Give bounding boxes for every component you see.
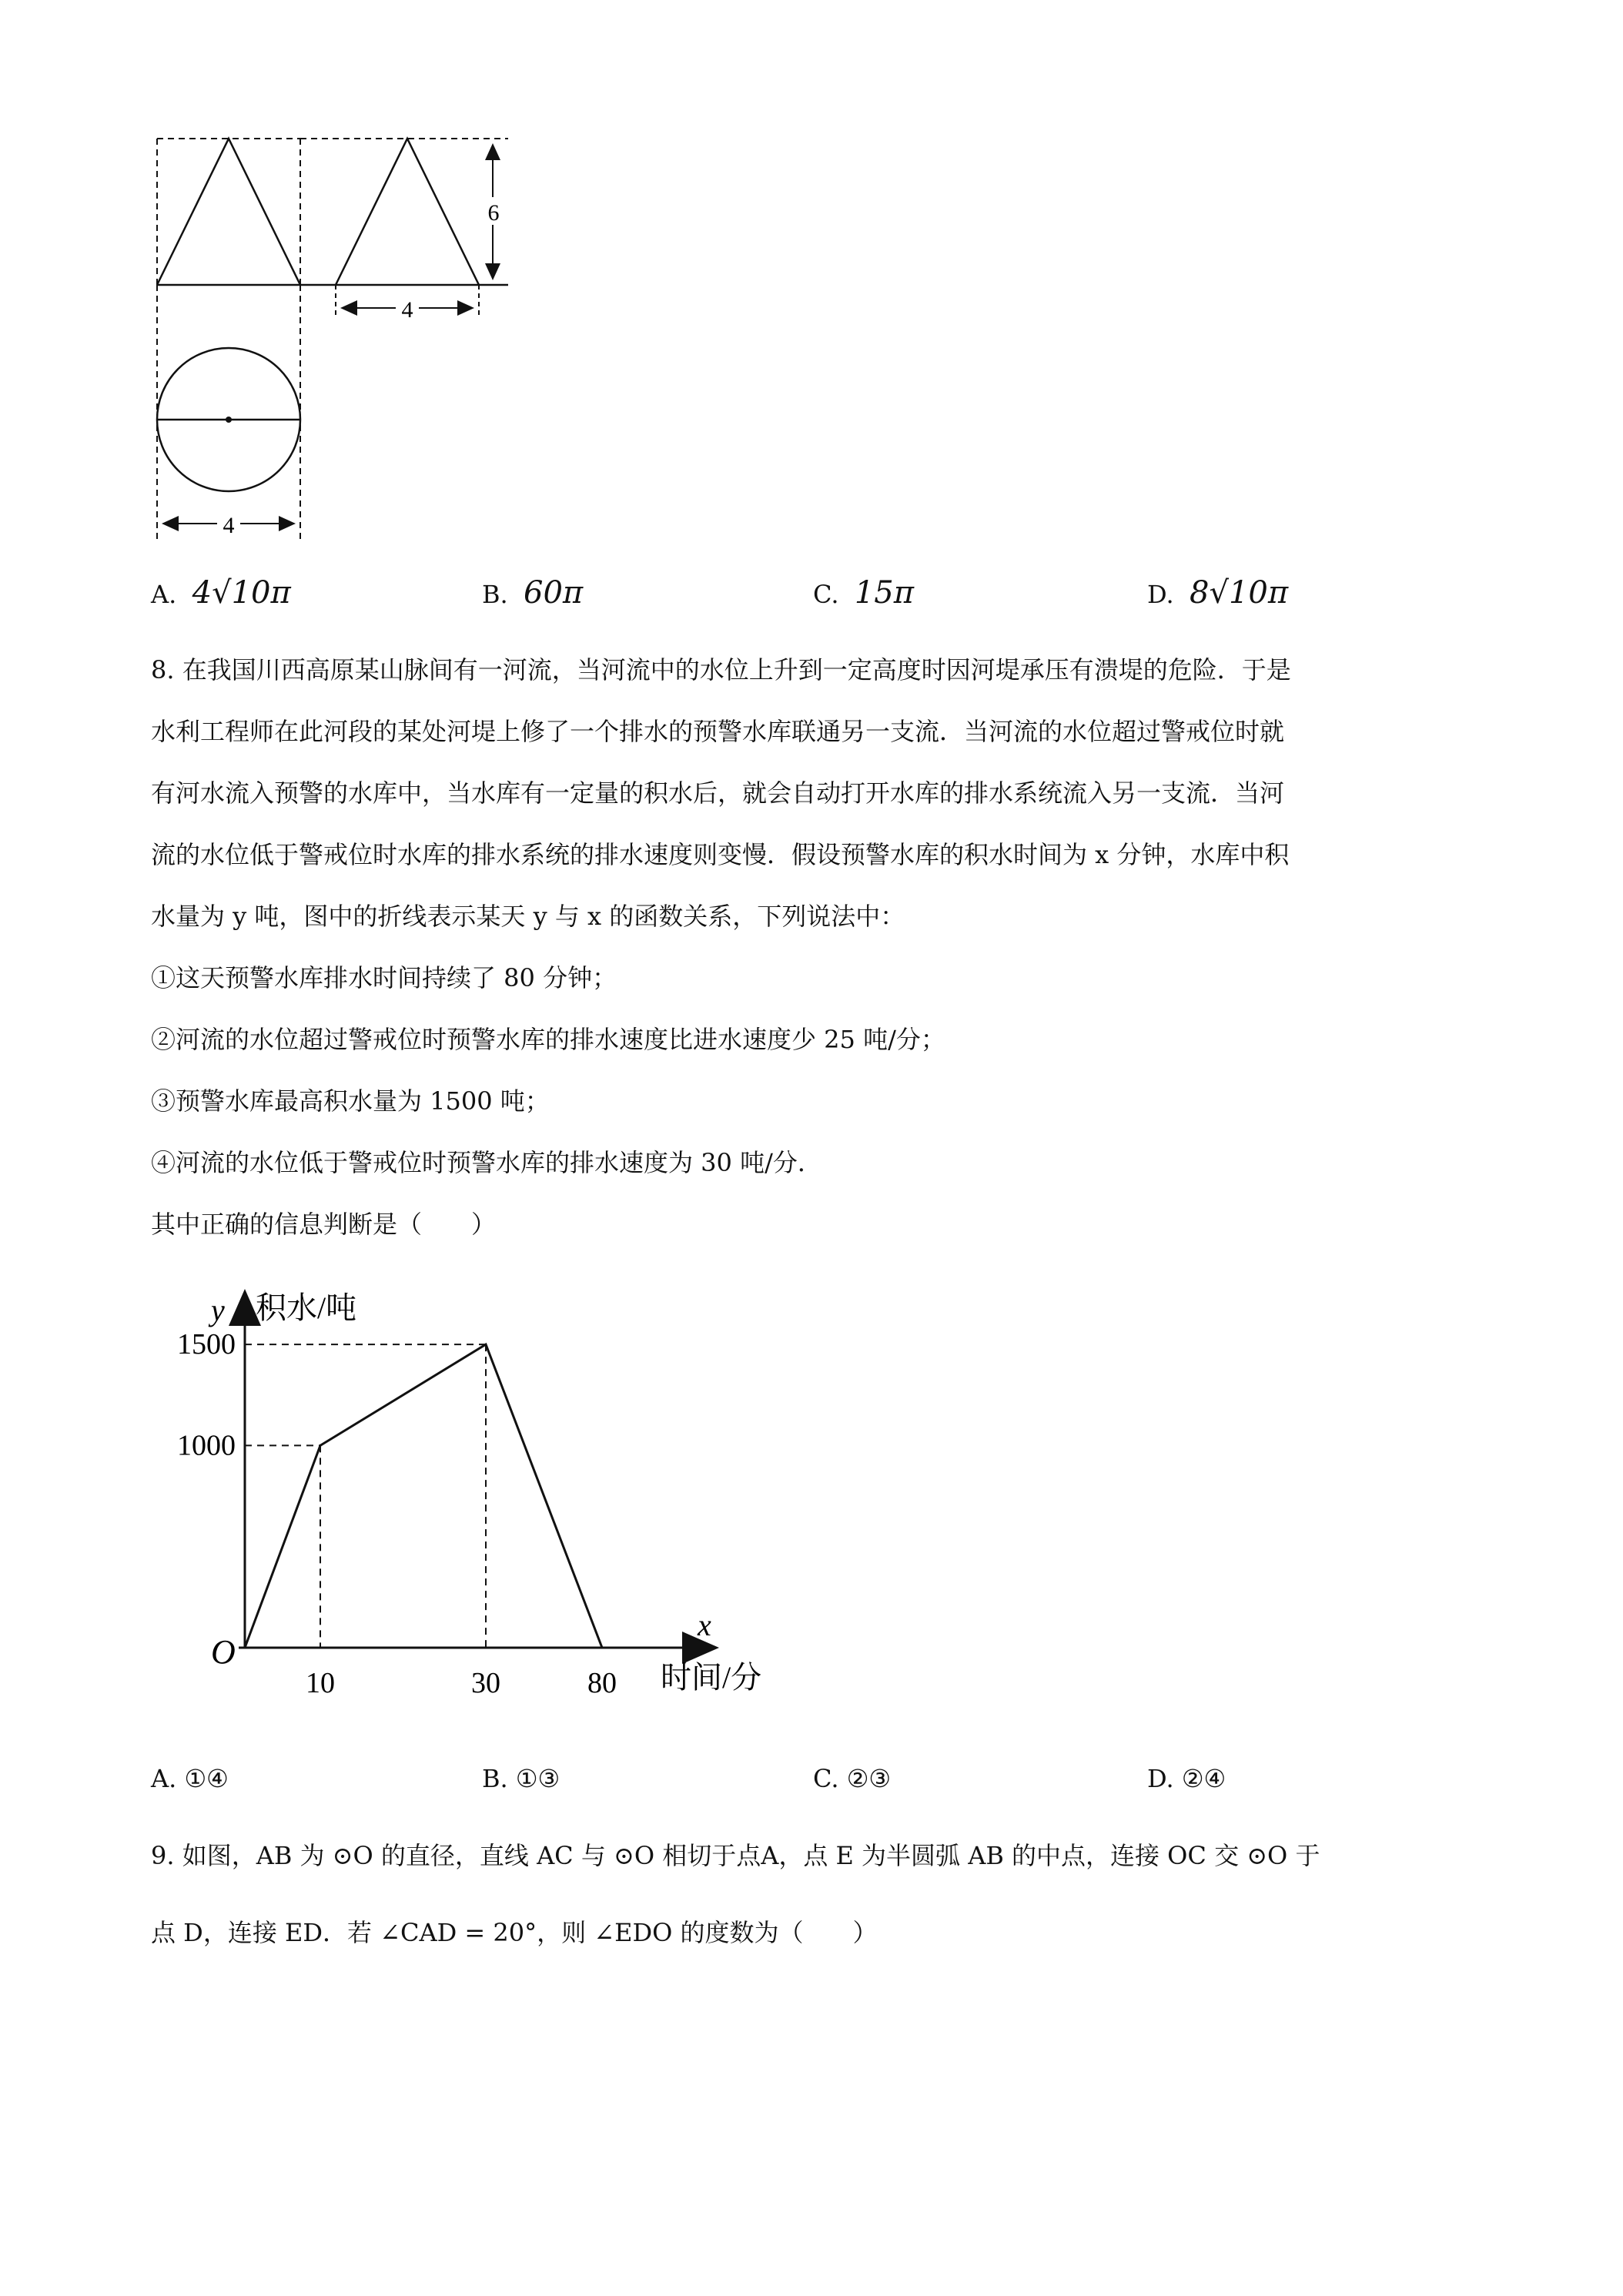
x-axis-label: 时间/分	[661, 1660, 762, 1695]
top-view	[157, 285, 300, 539]
q8-statement-2: ②河流的水位超过警戒位时预警水库的排水速度比进水速度少 25 吨/分；	[151, 1025, 945, 1054]
height-label: 6	[487, 200, 500, 226]
side-view	[300, 139, 508, 316]
option-letter: B.	[482, 1764, 508, 1793]
option-letter: A.	[151, 1764, 177, 1793]
q8-option-c	[813, 1763, 891, 1794]
y-axis-var: y	[211, 1293, 225, 1327]
option-letter: A.	[151, 580, 177, 609]
series-line	[245, 1344, 602, 1648]
q9-line-2: 点 D，连接 ED．若 ∠CAD = 20°，则 ∠EDO 的度数为（ ）	[151, 1918, 878, 1947]
q8-question: 其中正确的信息判断是（ ）	[151, 1210, 497, 1239]
water-volume-chart	[146, 1278, 824, 1709]
q8-line-2: 水利工程师在此河段的某处河堤上修了一个排水的预警水库联通另一支流．当河流的水位超过警戒位时就	[151, 717, 1285, 746]
option-value: ②④	[1181, 1764, 1226, 1793]
q8-statement-3: ③预警水库最高积水量为 1500 吨；	[151, 1086, 550, 1116]
option-value: ①④	[184, 1764, 229, 1793]
bottom-width-label: 4	[223, 513, 235, 538]
q7-option-c	[813, 577, 914, 610]
option-value: 15π	[854, 575, 915, 611]
q7-option-b	[482, 577, 583, 610]
x-tick-label: 10	[306, 1667, 335, 1699]
option-letter: B.	[482, 580, 508, 609]
x-tick-label: 80	[587, 1667, 617, 1699]
x-axis-var: x	[698, 1608, 711, 1642]
side-width-label: 4	[401, 297, 413, 323]
q8-line-1: 8. 在我国川西高原某山脉间有一河流，当河流中的水位上升到一定高度时因河堤承压有溃堤的危险．于是	[151, 655, 1291, 684]
q8-option-a	[151, 1763, 229, 1794]
q8-option-d	[1147, 1763, 1226, 1794]
option-value: 8√10π	[1190, 575, 1289, 611]
bottom-width-dimension	[163, 510, 294, 538]
x-tick-label: 30	[471, 1667, 500, 1699]
y-tick-label: 1500	[177, 1328, 236, 1361]
q9-line-1: 9. 如图，AB 为 ⊙O 的直径，直线 AC 与 ⊙O 相切于点A，点 E 为半圆弧 AB 的中点，连接 OC 交 ⊙O 于	[151, 1841, 1320, 1870]
option-letter: D.	[1147, 1764, 1174, 1793]
option-letter: C.	[813, 580, 839, 609]
option-letter: D.	[1147, 580, 1174, 609]
option-value: ①③	[515, 1764, 561, 1793]
q8-statement-1: ①这天预警水库排水时间持续了 80 分钟；	[151, 963, 617, 992]
three-view-figure	[146, 123, 531, 554]
q7-option-d	[1147, 577, 1288, 610]
y-tick-label: 1000	[177, 1429, 236, 1462]
q8-line-5: 水量为 y 吨，图中的折线表示某天 y 与 x 的函数关系，下列说法中：	[151, 902, 905, 931]
option-value: 60π	[524, 575, 584, 611]
front-view	[157, 139, 300, 285]
q8-statement-4: ④河流的水位低于警戒位时预警水库的排水速度为 30 吨/分．	[151, 1148, 822, 1177]
origin-label: O	[211, 1633, 236, 1671]
q8-line-4: 流的水位低于警戒位时水库的排水系统的排水速度则变慢．假设预警水库的积水时间为 x 分钟，水库中积	[151, 840, 1290, 869]
side-width-dimension	[342, 294, 473, 323]
q7-option-a	[151, 577, 291, 610]
option-letter: C.	[813, 1764, 839, 1793]
y-axis-label: 积水/吨	[256, 1290, 357, 1325]
option-value: ②③	[846, 1764, 892, 1793]
q8-option-b	[482, 1763, 560, 1794]
option-value: 4√10π	[192, 575, 291, 611]
q8-line-3: 有河水流入预警的水库中，当水库有一定量的积水后，就会自动打开水库的排水系统流入另一支流．当河	[151, 778, 1285, 808]
height-dimension	[484, 145, 504, 279]
